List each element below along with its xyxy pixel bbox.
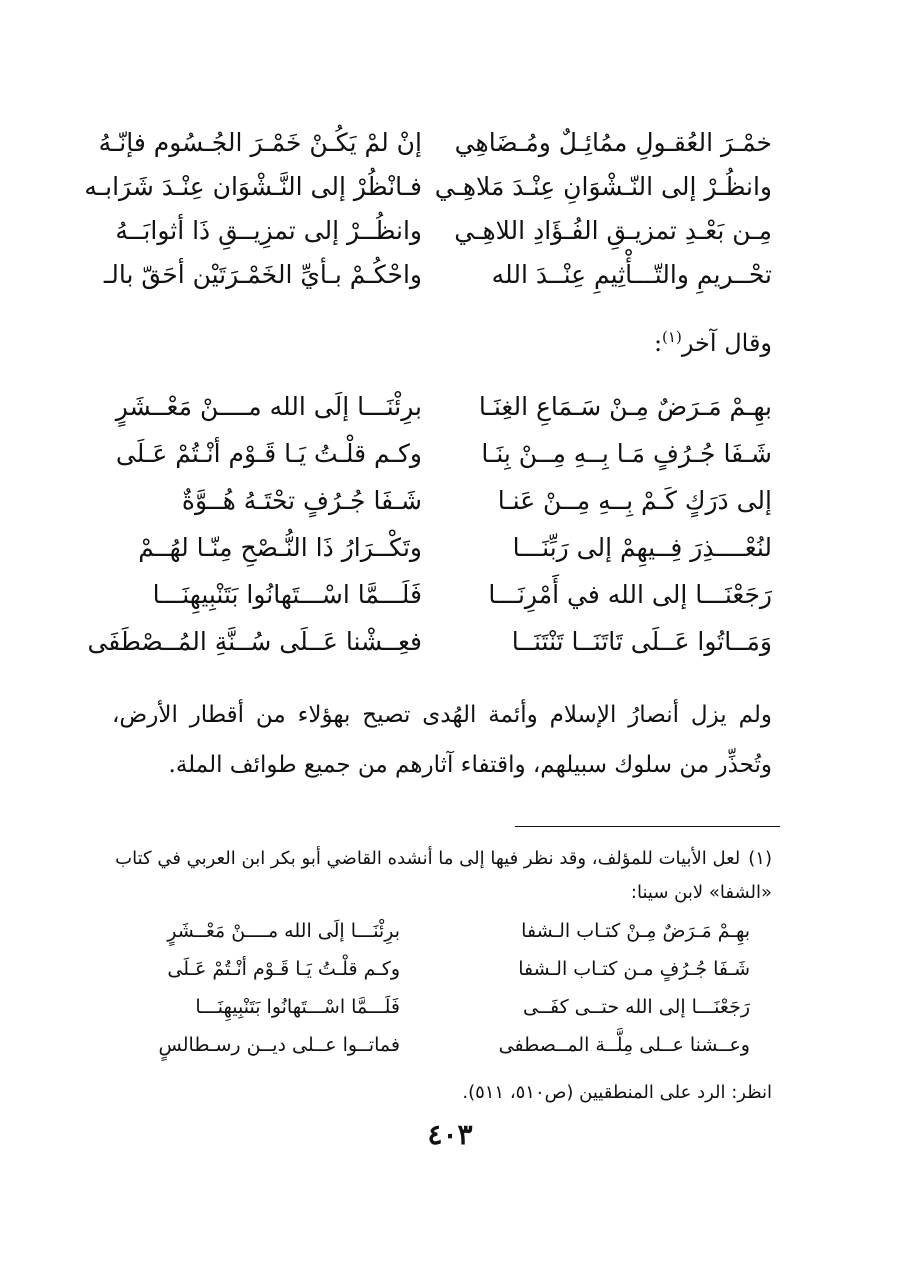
verse-second-hemistich: وَمَــاتُوا عَــلَى تَاتَنَــا تَنْتَنَــا — [511, 627, 772, 656]
verse-second-hemistich: بهِـمْ مَـرَضٌ مِـنْ كتـاب الـشفا — [521, 920, 750, 942]
verse-first-hemistich: فـانْظُرْ إلى النَّـشْوَان عِنْـدَ شَرَابـه — [84, 172, 422, 201]
verse-first-hemistich: فماتــوا عــلى ديــن رسـطالسٍ — [158, 1034, 400, 1056]
verse-second-hemistich: شَـفَا جُـرُفٍ مـن كتـاب الـشفا — [518, 958, 750, 980]
verse-first-hemistich: وكـم قلْـتُ يَـا قَـوْم أنْـتُمْ عَـلَى — [167, 958, 400, 980]
verse-first-hemistich: برِئْنَـــا إلَى الله مــــنْ مَعْــشَرٍ — [167, 920, 400, 942]
verse-first-hemistich: إنْ لمْ يَكُـنْ خَمْـرَ الجُـسُوم فإنّـهُ — [98, 128, 422, 157]
verse-first-hemistich: فعِــشْنا عَــلَى سُــنَّةِ المُــصْطَفَى — [87, 627, 422, 656]
verse-first-hemistich: وتَكْــرَارُ ذَا النُّـصْحِ مِنّـا لهُــمْ — [138, 533, 422, 562]
verse-second-hemistich: لنُعْــــذِرَ فِــيهِمْ إلى رَبِّنَـــا — [512, 533, 772, 562]
footnote-separator — [515, 826, 780, 827]
verse-second-hemistich: خمْـرَ العُقـولِ ممُائِـلٌ ومُـضَاهِي — [454, 128, 772, 157]
verse-second-hemistich: وانظُـرْ إلى النّـشْوَانِ عِنْـدَ مَلاهِـي — [434, 172, 772, 201]
page-number: ٤٠٣ — [427, 1118, 473, 1151]
verse-second-hemistich: رَجَعْنَـــا إلى الله حتــى كفَــى — [523, 996, 750, 1018]
verse-first-hemistich: وانظُــرْ إلى تمزِيــقِ ذَا أثوابَــهُ — [115, 216, 422, 245]
verse-second-hemistich: رَجَعْنَـــا إلى الله في أَمْرِنَـــا — [488, 580, 772, 609]
footnote-ref: (١) — [662, 328, 682, 346]
footnote — [100, 842, 772, 910]
intro-line — [654, 328, 772, 357]
verse-second-hemistich: بهِـمْ مَـرَضٌ مِـنْ سَـمَاعِ الغِنَـا — [478, 392, 772, 421]
verse-first-hemistich: واحْكُـمْ بـأيِّ الخَمْـرَتَيْن أحَقّ بالـ — [103, 260, 422, 289]
verse-second-hemistich: تحْــريمِ والتّـــأْثِيمِ عِنْــدَ الله — [491, 260, 772, 289]
verse-second-hemistich: إلى دَرَكٍ كَـمْ بِــهِ مِــنْ عَنـا — [497, 486, 772, 515]
verse-second-hemistich: وعــشنا عــلى مِلَّــة المــصطفى — [498, 1034, 750, 1056]
footnote-text: لعل الأبيات للمؤلف، وقد نظر فيها إلى ما أنشده القاضي أبو بكر ابن العربي في كتاب «الشفا» لابن سينا: — [115, 848, 772, 903]
intro-text: وقال آخر — [681, 329, 772, 357]
verse-first-hemistich: فَلَـــمَّا اسْـــتَهانُوا بَتَنْبِيهِنَـــا — [195, 996, 400, 1018]
verse-second-hemistich: شَـفَا جُـرُفٍ مَـا بِــهِ مِــنْ بِنَـا — [481, 439, 772, 468]
verse-first-hemistich: وكـم قلْـتُ يَـا قَـوْم أنْـتُمْ عَـلَى — [115, 439, 422, 468]
prose-paragraph: ولم يزل أنصارُ الإسلام وأئمة الهُدى تصيح بهؤلاء من أقطار الأرض، وتُحذِّر من سلوك سبيلهم، واقتفاء آثارهم من جميع طوائف الملة. — [112, 702, 772, 778]
verse-first-hemistich: شَـفَا جُـرُفٍ تحْتَـهُ هُــوَّةٌ — [181, 486, 422, 515]
verse-first-hemistich: فَلَـــمَّا اسْـــتَهانُوا بَتَنْبِيهِنَـــا — [152, 580, 422, 609]
footnote-number: (١) — [748, 848, 772, 869]
footnote-source: انظر: الرد على المنطقيين (ص٥١٠، ٥١١). — [462, 1082, 772, 1103]
verse-second-hemistich: مِـن بَعْـدِ تمزيـقِ الفُـؤَادِ اللاهِـي — [454, 216, 772, 245]
verse-first-hemistich: برِئْنَـــا إلَى الله مــــنْ مَعْــشَرٍ — [115, 392, 422, 421]
intro-colon: : — [653, 329, 663, 357]
